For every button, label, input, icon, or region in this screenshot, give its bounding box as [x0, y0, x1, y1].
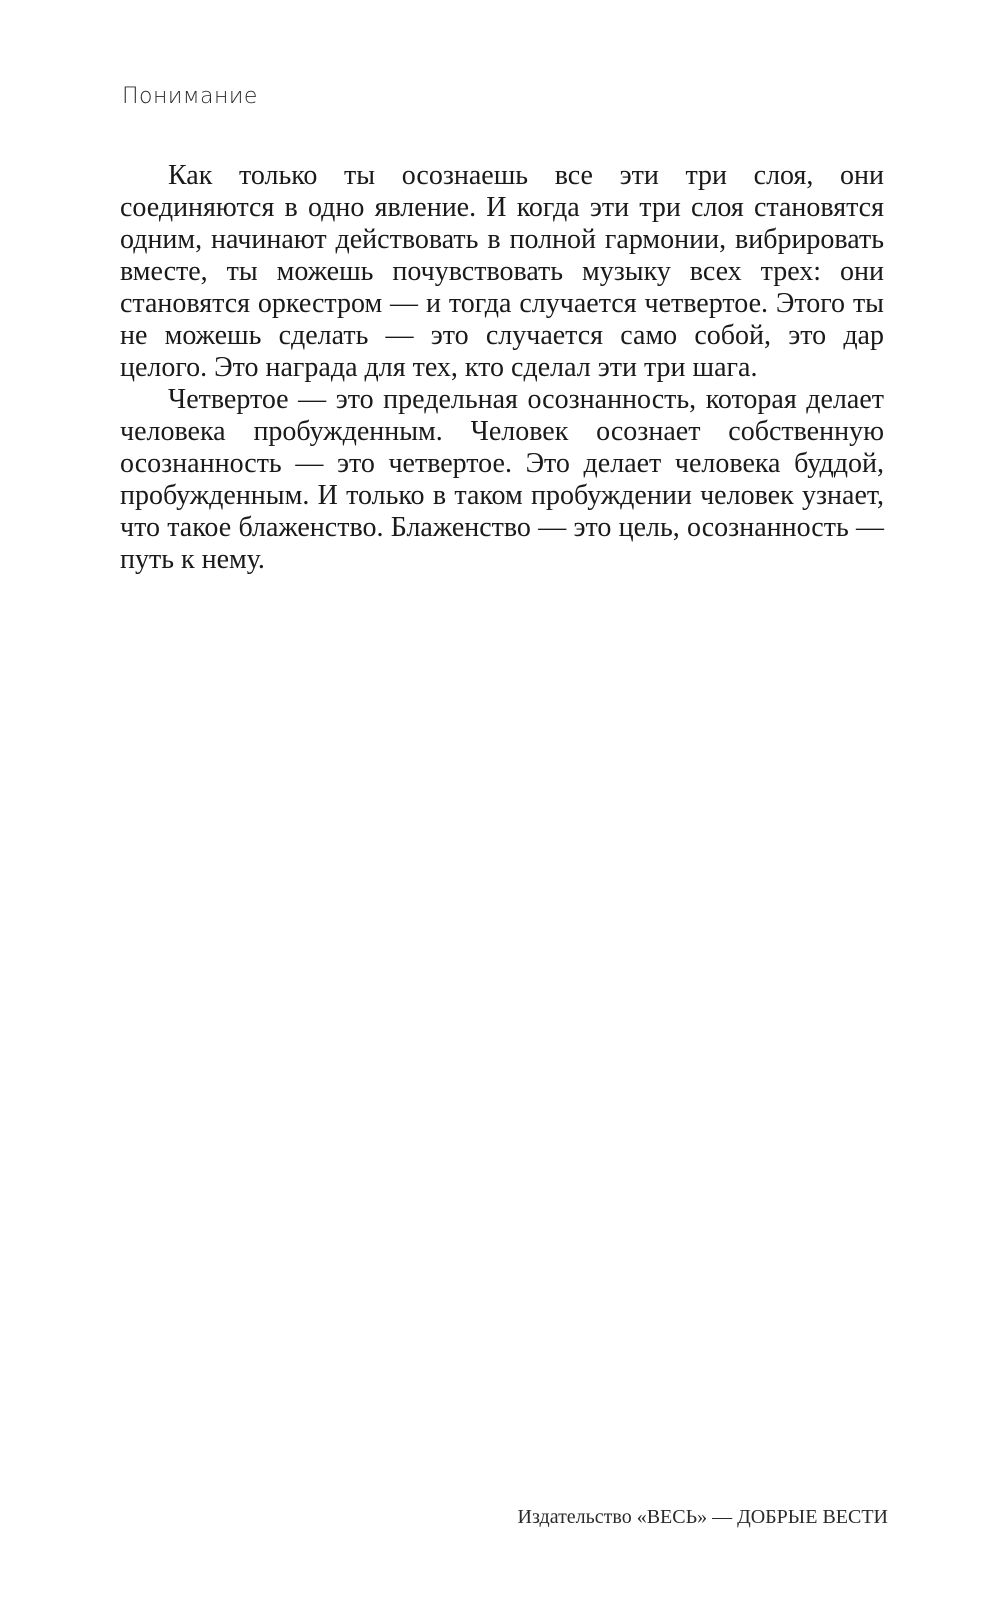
paragraph: Четвертое — это предельная осознанность, которая делает человека пробужденным. Человек осознает собственную осознанность — это четвертое. Это делает человека буддой, пробужденным. И только в таком пробуждении человек узнает, что такое блаженство. Блаженство — это цель, осознанность — путь к нему. [120, 384, 884, 575]
publisher-footer: Издательство «ВЕСЬ» — ДОБРЫЕ ВЕСТИ [517, 1506, 888, 1528]
running-title: Понимание [122, 84, 258, 109]
paragraph: Как только ты осознаешь все эти три слоя, они соединяются в одно явление. И когда эти три слоя становятся одним, начинают действовать в полной гармонии, вибрировать вместе, ты можешь почувствовать музыку всех трех: они становятся оркестром — и тогда случается четвертое. Этого ты не можешь сделать — это случается само собой, это дар целого. Это награда для тех, кто сделал эти три шага. [120, 160, 884, 383]
main-text [120, 160, 884, 576]
